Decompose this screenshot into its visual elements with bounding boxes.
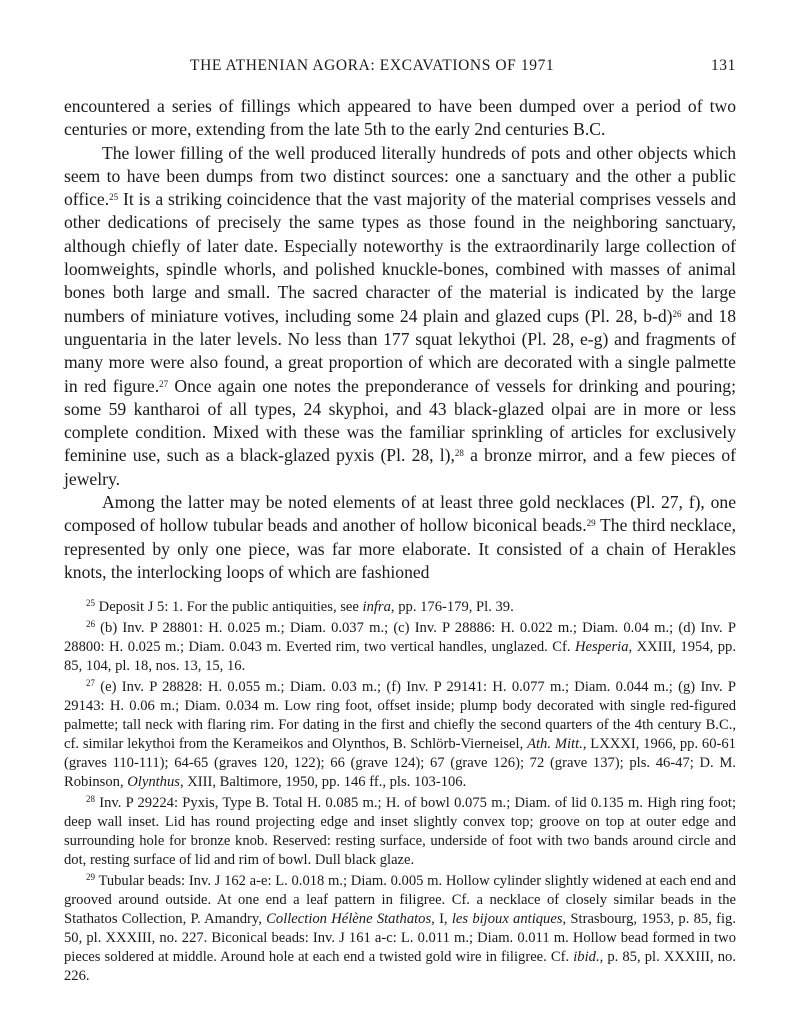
running-title: THE ATHENIAN AGORA: EXCAVATIONS OF 1971 [190,57,555,74]
running-header [64,57,736,79]
era-label: B.C. [573,119,606,140]
page-number: 131 [710,57,736,74]
footnote-28: $^{28}$ Inv. P 29224: Pyxis, Type B. Total H. 0.085 m.; H. of bowl 0.075 m.; Diam. of lid 0.135 m. High ring foot; deep wall inset. Lid has round projecting edge and inset slightly convex top; groove on top at outer edge and surrounding hole for bronze knob. Reserved: resting surface, underside of foot with two bands around circle and dot, resting surface of lid and rim of bowl. Dull black glaze. [64,794,736,868]
footnote-ref-27[interactable]: 27 [159,378,169,389]
footnote-ref-25[interactable]: 25 [109,192,119,203]
footnote-26: $^{26}$ (b) Inv. P 28801: H. 0.025 m.; Diam. 0.037 m.; (c) Inv. P 28886: H. 0.022 m.; Diam. 0.04 m.; (d) Inv. P 28800: H. 0.025 m.; Diam. 0.043 m. Everted rim, two vertical handles, unglazed. Cf. Hesperia, XXIII, 1954, pp. 85, 104, pl. 18, nos. 13, 15, 16. [64,619,736,674]
footnotes [64,598,736,988]
footnote-25: $^{25}$ Deposit J 5: 1. For the public antiquities, see infra, pp. 176-179, Pl. 39. [86,598,514,615]
footnote-ref-29[interactable]: 29 [586,518,596,529]
paragraph-3: Among the latter may be noted elements of at least three gold necklaces (Pl. 27, f), one composed of hollow tubular beads and another of hollow biconical beads.$^{29}$ The third necklace, represented by only one piece, was far more elaborate. It consisted of a chain of Herakles knots, the interlocking loops of which are fashioned [64,492,736,582]
paragraph-1: encountered a series of fillings which appeared to have been dumped over a period of two centuries or more, extending from the late 5th to the early 2nd centuries B.C. [64,96,736,140]
paragraph-2: The lower filling of the well produced literally hundreds of pots and other objects which seem to have been dumps from two distinct sources: one a sanctuary and the other a public office.$^{25}$ It is a striking coincidence that the vast majority of the material comprises vessels and other dedications of precisely the same types as those found in the neighboring sanctuary, although chiefly of later date. Especially noteworthy is the extraordinarily large collection of loomweights, spindle whorls, and polished knuckle-bones, combined with masses of animal bones both large and small. The sacred character of the material is indicated by the large numbers of miniature votives, including some 24 plain and glazed cups (Pl. 28, b-d)$^{26}$ and 18 unguentaria in the later levels. No less than 177 squat lekythoi (Pl. 28, e-g) and fragments of many more were also found, a great proportion of which are decorated with a single palmette in red figure.$^{27}$ Once again one notes the preponderance of vessels for drinking and pouring; some 59 kantharoi of all types, 24 skyphoi, and 43 black-glazed olpai are in more or less complete condition. Mixed with these was the familiar sprinkling of articles for exclusively feminine use, such as a black-glazed pyxis (Pl. 28, l),$^{28}$ a bronze mirror, and a few pieces of jewelry. [64,142,737,489]
footnote-ref-28[interactable]: 28 [454,448,464,459]
footnote-29: $^{29}$ Tubular beads: Inv. J 162 a-e: L. 0.018 m.; Diam. 0.005 m. Hollow cylinder slightly widened at each end and grooved around outside. At one end a leaf pattern in filigree. Cf. a necklace of closely similar beads in the Stathatos Collection, P. Amandry, Collection Hélène Stathatos, I, les bijoux antiques, Strasbourg, 1953, p. 85, fig. 50, pl. XXXIII, no. 227. Biconical beads: Inv. J 161 a-c: L. 0.011 m.; Diam. 0.011 m. Hollow bead formed in two pieces soldered at middle. Around hole at each end a twisted gold wire in filigree. Cf. ibid., p. 85, pl. XXXIII, no. 226. [64,872,736,984]
main-text [64,95,736,584]
footnote-ref-26[interactable]: 26 [672,308,682,319]
footnote-27: $^{27}$ (e) Inv. P 28828: H. 0.055 m.; Diam. 0.03 m.; (f) Inv. P 29141: H. 0.077 m.; Diam. 0.044 m.; (g) Inv. P 29143: H. 0.06 m.; Diam. 0.034 m. Low ring foot, offset inside; plump body decorated with single red-figured palmette; tall neck with flaring rim. For dating in the first and chiefly the second quarters of the 4th century B.C., cf. similar lekythoi from the Kerameikos and Olynthos, B. Schlörb-Vierneisel, Ath. Mitt., LXXXI, 1966, pp. 60-61 (graves 110-111); 64-65 (graves 120, 122); 66 (grave 124); 67 (grave 126); 72 (grave 137); pls. 46-47; D. M. Robinson, Olynthus, XIII, Baltimore, 1950, pp. 146 ff., pls. 103-106. [64,678,736,790]
